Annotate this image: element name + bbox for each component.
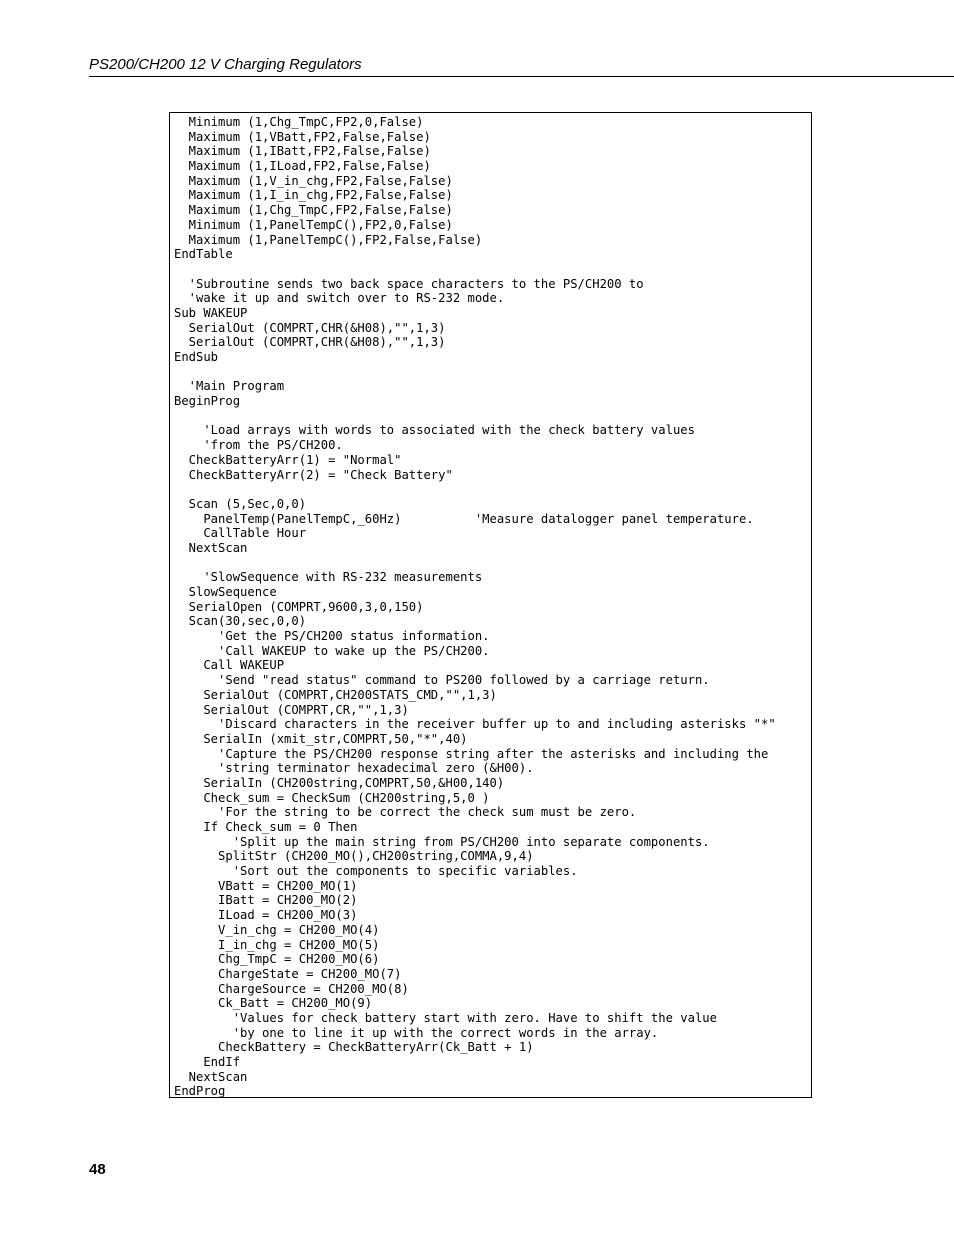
code-listing: [169, 112, 812, 1098]
code-line: 'Load arrays with words to associated with the check battery values: [174, 423, 695, 438]
code-line: CheckBattery = CheckBatteryArr(Ck_Batt + 1): [174, 1040, 534, 1055]
code-line: Minimum (1,PanelTempC(),FP2,0,False): [174, 217, 453, 232]
code-line: I_in_chg = CH200_MO(5): [174, 937, 380, 952]
code-line: IBatt = CH200_MO(2): [174, 893, 358, 908]
code-line: 'SlowSequence with RS-232 measurements: [174, 570, 483, 585]
code-line: Chg_TmpC = CH200_MO(6): [174, 952, 380, 967]
code-line: CheckBatteryArr(2) = "Check Battery": [174, 467, 453, 482]
code-line: 'Subroutine sends two back space characters to the PS/CH200 to: [174, 276, 644, 291]
code-line: SerialIn (xmit_str,COMPRT,50,"*",40): [174, 731, 468, 746]
code-line: 'Sort out the components to specific variables.: [174, 864, 578, 879]
code-line: SerialOut (COMPRT,CR,"",1,3): [174, 702, 409, 717]
code-line: 'string terminator hexadecimal zero (&H00).: [174, 761, 534, 776]
code-line: 'from the PS/CH200.: [174, 438, 343, 453]
page-header-title: PS200/CH200 12 V Charging Regulators: [89, 56, 362, 73]
code-line: 'Capture the PS/CH200 response string after the asterisks and including the: [174, 746, 769, 761]
code-line: 'Send "read status" command to PS200 followed by a carriage return.: [174, 673, 710, 688]
code-line: 'Values for check battery start with zero. Have to shift the value: [174, 1010, 717, 1025]
code-line: EndProg: [174, 1084, 226, 1099]
code-line: SerialOut (COMPRT,CHR(&H08),"",1,3): [174, 320, 446, 335]
code-line: EndTable: [174, 247, 233, 262]
code-line: [174, 482, 811, 497]
code-line: 'by one to line it up with the correct words in the array.: [174, 1025, 659, 1040]
code-line: ILoad = CH200_MO(3): [174, 908, 358, 923]
code-line: NextScan: [174, 1069, 248, 1084]
page-number: 48: [89, 1161, 106, 1178]
code-line: Maximum (1,I_in_chg,FP2,False,False): [174, 188, 453, 203]
code-line: SplitStr (CH200_MO(),CH200string,COMMA,9,4): [174, 849, 534, 864]
code-line: 'Call WAKEUP to wake up the PS/CH200.: [174, 643, 490, 658]
code-line: SerialOut (COMPRT,CHR(&H08),"",1,3): [174, 335, 446, 350]
code-line: ChargeState = CH200_MO(7): [174, 966, 402, 981]
code-line: EndIf: [174, 1055, 241, 1069]
code-line: Sub WAKEUP: [174, 305, 248, 320]
code-line: SerialOpen (COMPRT,9600,3,0,150): [174, 599, 424, 614]
code-line: Maximum (1,ILoad,FP2,False,False): [174, 159, 431, 174]
code-line: Scan(30,sec,0,0): [174, 614, 307, 629]
code-line: 'Split up the main string from PS/CH200 into separate components.: [174, 834, 710, 849]
code-line: Call WAKEUP: [174, 658, 285, 673]
header-divider: [89, 76, 954, 77]
code-line: SerialIn (CH200string,COMPRT,50,&H00,140): [174, 775, 505, 790]
code-line: BeginProg: [174, 394, 241, 409]
code-line: [174, 365, 811, 380]
code-line: 'Get the PS/CH200 status information.: [174, 629, 490, 644]
code-lines-container: [174, 115, 811, 1099]
code-line: NextScan: [174, 540, 248, 555]
code-line: CallTable Hour: [174, 526, 307, 541]
code-line: 'For the string to be correct the check sum must be zero.: [174, 805, 637, 820]
code-line: [174, 556, 811, 571]
code-line: SerialOut (COMPRT,CH200STATS_CMD,"",1,3): [174, 687, 497, 702]
code-line: V_in_chg = CH200_MO(4): [174, 922, 380, 937]
code-line: Maximum (1,VBatt,FP2,False,False): [174, 129, 431, 144]
code-line: ChargeSource = CH200_MO(8): [174, 981, 409, 996]
code-line: Maximum (1,Chg_TmpC,FP2,False,False): [174, 203, 453, 218]
code-line: Maximum (1,PanelTempC(),FP2,False,False): [174, 232, 483, 247]
code-line: If Check_sum = 0 Then: [174, 820, 358, 834]
code-line: Ck_Batt = CH200_MO(9): [174, 996, 373, 1011]
code-line: Check_sum = CheckSum (CH200string,5,0 ): [174, 790, 490, 805]
code-line: CheckBatteryArr(1) = "Normal": [174, 452, 402, 467]
code-line: [174, 409, 811, 424]
code-line: Minimum (1,Chg_TmpC,FP2,0,False): [174, 115, 424, 129]
code-line: VBatt = CH200_MO(1): [174, 878, 358, 893]
code-line: 'Main Program: [174, 379, 285, 394]
code-line: Maximum (1,V_in_chg,FP2,False,False): [174, 173, 453, 188]
code-line: EndSub: [174, 350, 219, 364]
code-line: SlowSequence: [174, 585, 277, 599]
code-line: [174, 262, 811, 277]
code-line: PanelTemp(PanelTempC,_60Hz) 'Measure datalogger panel temperature.: [174, 511, 754, 526]
code-line: Scan (5,Sec,0,0): [174, 496, 307, 511]
code-line: Maximum (1,IBatt,FP2,False,False): [174, 144, 431, 159]
code-line: 'wake it up and switch over to RS-232 mode.: [174, 291, 505, 306]
code-line: 'Discard characters in the receiver buffer up to and including asterisks "*": [174, 717, 776, 732]
